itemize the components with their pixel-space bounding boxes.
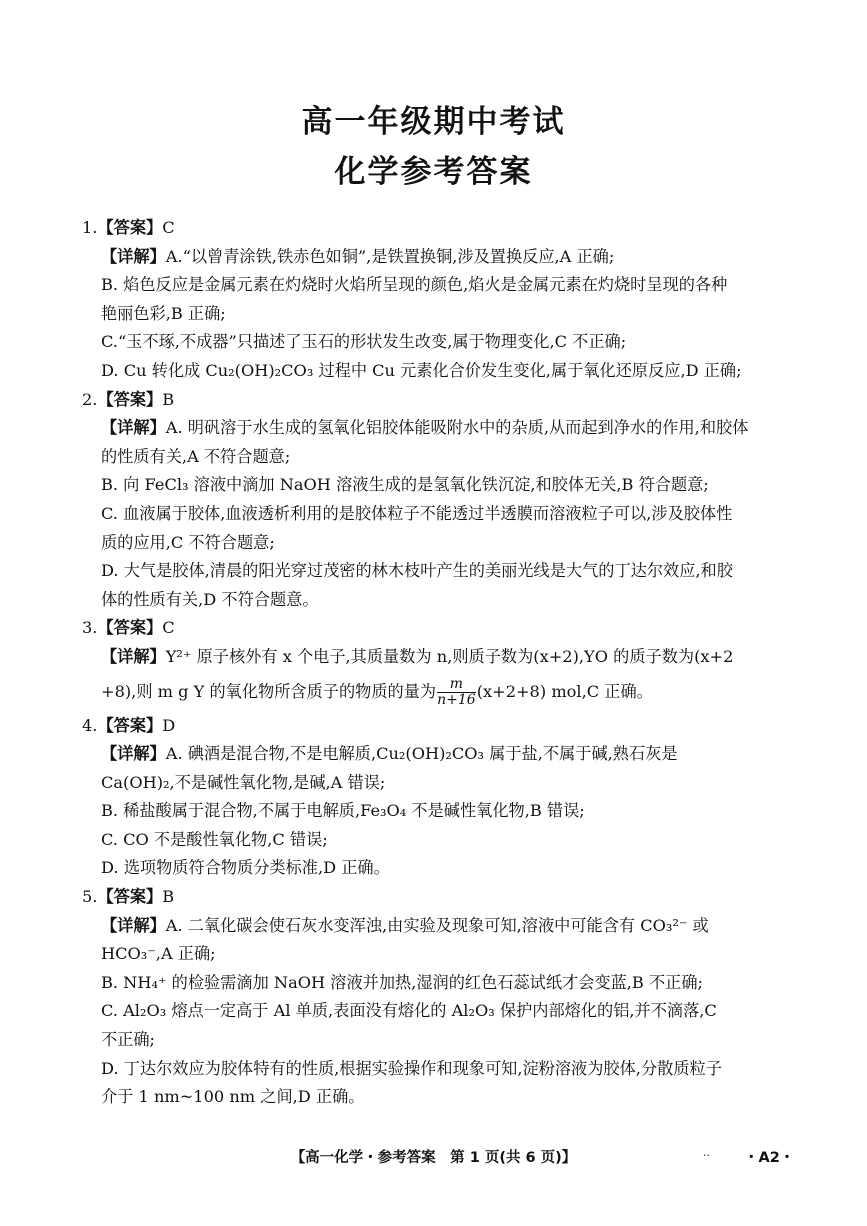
answer-tag: 【答案】: [97, 887, 163, 907]
detail-line: [82, 912, 786, 941]
answer-value: B: [162, 389, 175, 409]
page-subtitle: 化学参考答案: [334, 154, 533, 190]
detail-text: A.“以曾青涂铁,铁赤色如铜”,是铁置换铜,涉及置换反应,A 正确;: [165, 246, 615, 266]
detail-tag: 【详解】: [101, 646, 166, 666]
detail-line: 介于 1 nm~100 nm 之间,D 正确。: [101, 1087, 365, 1107]
detail-tag: 【详解】: [101, 744, 166, 764]
detail-line: D. 选项物质符合物质分类标准,D 正确。: [101, 858, 390, 878]
detail-text: A. 二氧化碳会使石灰水变浑浊,由实验及现象可知,溶液中可能含有 CO₃²⁻ 或: [165, 915, 709, 935]
answer-value: B: [162, 887, 175, 907]
item-number: 2.: [82, 389, 98, 409]
detail-line: [82, 672, 786, 712]
detail-line: C. 血液属于胶体,血液透析利用的是胶体粒子不能透过半透膜而溶液粒子可以,涉及胶体性: [101, 503, 733, 523]
answer-line: [82, 712, 786, 741]
footer-code: ・A2・: [744, 1150, 795, 1166]
item-number: 3.: [82, 618, 98, 638]
footer-page-info: 【高一化学・参考答案 第 1 页(共 6 页)】: [290, 1150, 577, 1166]
detail-line: D. 丁达尔效应为胶体特有的性质,根据实验操作和现象可知,淀粉溶液为胶体,分散质粒子: [101, 1058, 722, 1078]
detail-line: Ca(OH)₂,不是碱性氧化物,是碱,A 错误;: [101, 772, 386, 792]
answer-tag: 【答案】: [97, 218, 163, 237]
answer-content: [82, 214, 786, 1112]
detail-line: 不正确;: [101, 1030, 156, 1050]
detail-line: B. NH₄⁺ 的检验需滴加 NaOH 溶液并加热,湿润的红色石蕊试纸才会变蓝,B 不正确;: [101, 972, 703, 992]
answer-line: [82, 386, 786, 415]
page-title: 高一年级期中考试: [301, 104, 566, 140]
answer-tag: 【答案】: [97, 389, 163, 409]
detail-text: (x+2+8) mol,C 正确。: [476, 681, 653, 701]
answer-value: D: [162, 715, 176, 735]
detail-line: B. 向 FeCl₃ 溶液中滴加 NaOH 溶液生成的是氢氧化铁沉淀,和胶体无关,B 符合题意;: [101, 475, 709, 495]
detail-line: 体的性质有关,D 不符合题意。: [101, 589, 319, 609]
answer-line: [82, 614, 786, 643]
detail-text: A. 明矾溶于水生成的氢氧化铝胶体能吸附水中的杂质,从而起到净水的作用,和胶体: [165, 418, 749, 438]
detail-line: [82, 243, 786, 272]
detail-line: 的性质有关,A 不符合题意;: [101, 446, 291, 466]
detail-tag: 【详解】: [101, 246, 166, 266]
detail-line: HCO₃⁻,A 正确;: [101, 944, 216, 964]
detail-line: C.“玉不琢,不成器”只描述了玉石的形状发生改变,属于物理变化,C 不正确;: [101, 332, 627, 352]
detail-line: 艳丽色彩,B 正确;: [101, 303, 226, 323]
answer-line: [82, 214, 786, 243]
detail-line: [82, 740, 786, 769]
answer-tag: 【答案】: [97, 715, 163, 735]
detail-line: [82, 643, 786, 672]
item-number: 5.: [82, 887, 98, 907]
detail-tag: 【详解】: [101, 915, 166, 935]
detail-line: D. Cu 转化成 Cu₂(OH)₂CO₃ 过程中 Cu 元素化合价发生变化,属于氧化还原反应,D 正确;: [101, 360, 742, 380]
detail-line: 质的应用,C 不符合题意;: [101, 532, 275, 552]
detail-text: A. 碘酒是混合物,不是电解质,Cu₂(OH)₂CO₃ 属于盐,不属于碱,熟石灰是: [165, 744, 678, 764]
detail-line: D. 大气是胶体,清晨的阳光穿过茂密的林木枝叶产生的美丽光线是大气的丁达尔效应,和胶: [101, 561, 733, 581]
footer-dots: ..: [703, 1146, 710, 1159]
item-number: 1.: [82, 218, 98, 237]
item-number: 4.: [82, 715, 98, 735]
detail-line: [82, 414, 786, 443]
detail-line: B. 焰色反应是金属元素在灼烧时火焰所呈现的颜色,焰火是金属元素在灼烧时呈现的各种: [101, 275, 728, 295]
answer-tag: 【答案】: [97, 618, 163, 638]
answer-value: C: [162, 618, 175, 638]
fraction: [437, 677, 476, 708]
detail-text: Y²⁺ 原子核外有 x 个电子,其质量数为 n,则质子数为(x+2),YO 的质子数为(x+2: [165, 646, 734, 666]
detail-line: B. 稀盐酸属于混合物,不属于电解质,Fe₃O₄ 不是碱性氧化物,B 错误;: [101, 801, 585, 821]
detail-line: C. CO 不是酸性氧化物,C 错误;: [101, 829, 328, 849]
fraction-numerator: m: [437, 677, 476, 693]
answer-line: [82, 883, 786, 912]
detail-tag: 【详解】: [101, 418, 166, 438]
fraction-denominator: n+16: [437, 691, 476, 708]
detail-text: +8),则 m g Y 的氧化物所含质子的物质的量为: [101, 681, 437, 701]
detail-line: C. Al₂O₃ 熔点一定高于 Al 单质,表面没有熔化的 Al₂O₃ 保护内部熔化的铝,并不滴落,C: [101, 1001, 717, 1021]
answer-value: C: [162, 218, 175, 237]
